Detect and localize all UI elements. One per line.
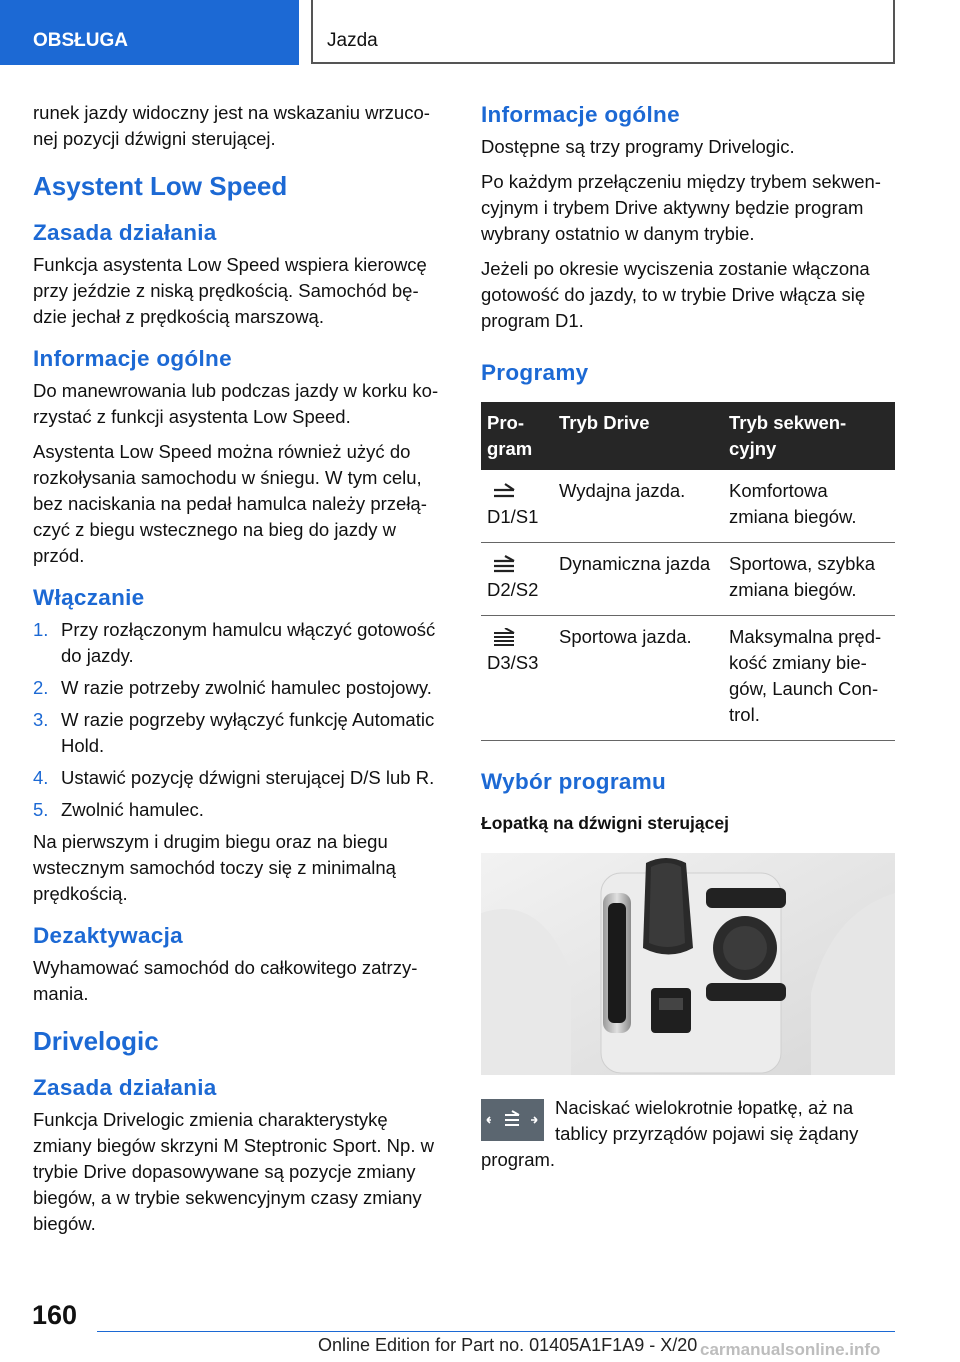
drivelogic-principle-text: Funkcja Drivelogic zmienia charakterystykę zmiany biegów skrzyni M Steptronic Sport. Np. w trybie Drive dopasowywane są pozycje zmiany biegów, a w trybie sekwencyjnym czasy zmiany biegów.: [33, 1109, 434, 1234]
step-item: [33, 797, 448, 823]
drivelogic-1-icon: [491, 482, 517, 500]
drivelogic-2-icon: [491, 555, 517, 573]
after-steps-text: Na pierwszym i drugim biegu oraz na biegu wstecznym samochód toczy się z minimalną prędkością.: [33, 831, 396, 904]
step-text: W razie pogrzeby wyłączyć funkcję Automatic Hold.: [61, 709, 435, 756]
step-number: 3.: [33, 709, 49, 730]
general-text-3: Jeżeli po okresie wyciszenia zostanie włączona gotowość do jazdy, to w trybie Drive włącza się program D1.: [481, 258, 870, 331]
low-speed-title: Asystent Low Speed: [33, 171, 288, 201]
low-speed-general-text-2: Asystenta Low Speed można również użyć do rozkołysania samochodu w śniegu. W tym celu, bez naciskania na pedał hamulca należy przełą- czyć z biegu wstecznego na bieg do jazdy w przód.: [33, 441, 427, 566]
step-text: W razie potrzeby zwolnić hamulec postojowy.: [61, 677, 432, 698]
chapter-title: Jazda: [311, 0, 895, 64]
general-text-1: Dostępne są trzy programy Drivelogic.: [481, 136, 795, 157]
step-text: Przy rozłączonym hamulcu włączyć gotowość do jazdy.: [61, 619, 436, 666]
paddle-heading: Łopatką na dźwigni sterującej: [481, 813, 729, 833]
step-number: 2.: [33, 677, 49, 698]
footer-divider: [97, 1331, 895, 1332]
disable-text: Wyhamować samochód do całkowitego zatrzy- mania.: [33, 957, 418, 1004]
drive-mode-cell: Wydajna jazda.: [553, 470, 723, 543]
drivelogic-title: Drivelogic: [33, 1026, 159, 1056]
step-number: 4.: [33, 767, 49, 788]
programs-table: [481, 402, 895, 741]
paddle-note: [481, 1095, 895, 1173]
general-text-2: Po każdym przełączeniu między trybem sekwen- cyjnym i trybem Drive aktywny będzie program wybrany ostatnio w danym trybie.: [481, 171, 881, 244]
low-speed-principle-heading: Zasada działania: [33, 220, 217, 245]
drivelogic-3-icon: [491, 628, 517, 646]
disable-heading: Dezaktywacja: [33, 923, 183, 948]
drive-mode-cell: Sportowa jazda.: [553, 616, 723, 741]
page-number: 160: [32, 1300, 78, 1330]
select-program-heading: Wybór programu: [481, 769, 667, 794]
low-speed-general-text-1: Do manewrowania lub podczas jazdy w korku ko- rzystać z funkcji asystenta Low Speed.: [33, 380, 439, 427]
low-speed-principle-text: Funkcja asystenta Low Speed wspiera kierowcę przy jeździe z niską prędkością. Samochód bę- dzie jechał z prędkością marszową.: [33, 254, 427, 327]
header-drive-mode: Tryb Drive: [553, 402, 723, 470]
table-row: [481, 543, 895, 616]
header-program: Pro- gram: [481, 402, 553, 470]
sequential-mode-cell: Sportowa, szybka zmiana biegów.: [723, 543, 895, 616]
step-number: 5.: [33, 799, 49, 820]
section-tab: OBSŁUGA: [0, 0, 299, 65]
table-row: [481, 470, 895, 543]
program-code: D1/S1: [487, 506, 539, 527]
table-row: [481, 616, 895, 741]
program-code: D2/S2: [487, 579, 539, 600]
step-item: [33, 617, 448, 669]
intro-text: runek jazdy widoczny jest na wskazaniu wrzuco- nej pozycji dźwigni sterującej.: [33, 102, 430, 149]
right-column: [481, 100, 895, 1173]
watermark: carmanualsonline.info: [700, 1340, 881, 1359]
paddle-display-icon: [481, 1099, 544, 1141]
display-symbol-icon: [481, 1099, 544, 1141]
drivelogic-principle-heading: Zasada działania: [33, 1075, 217, 1100]
header-sequential-mode: Tryb sekwen- cyjny: [723, 402, 895, 470]
table-header-row: [481, 402, 895, 470]
step-text: Zwolnić hamulec.: [61, 799, 204, 820]
enable-heading: Włączanie: [33, 585, 145, 610]
sequential-mode-cell: Komfortowa zmiana biegów.: [723, 470, 895, 543]
step-item: [33, 765, 448, 791]
programs-heading: Programy: [481, 360, 589, 385]
enable-steps: [33, 617, 448, 823]
general-heading: Informacje ogólne: [481, 102, 680, 127]
low-speed-general-heading: Informacje ogólne: [33, 346, 232, 371]
edition-text: Online Edition for Part no. 01405A1F1A9 - X/20: [318, 1335, 698, 1355]
gear-selector-photo: [481, 853, 895, 1075]
sequential-mode-cell: Maksymalna pręd- kość zmiany bie- gów, Launch Con- trol.: [723, 616, 895, 741]
step-text: Ustawić pozycję dźwigni sterującej D/S lub R.: [61, 767, 435, 788]
step-number: 1.: [33, 619, 49, 640]
drive-mode-cell: Dynamiczna jazda: [553, 543, 723, 616]
step-item: [33, 675, 448, 701]
program-code: D3/S3: [487, 652, 539, 673]
left-column: [33, 100, 448, 1246]
step-item: [33, 707, 448, 759]
paddle-note-text: Naciskać wielokrotnie łopatkę, aż na tablicy przyrządów pojawi się żądany program.: [481, 1097, 859, 1170]
